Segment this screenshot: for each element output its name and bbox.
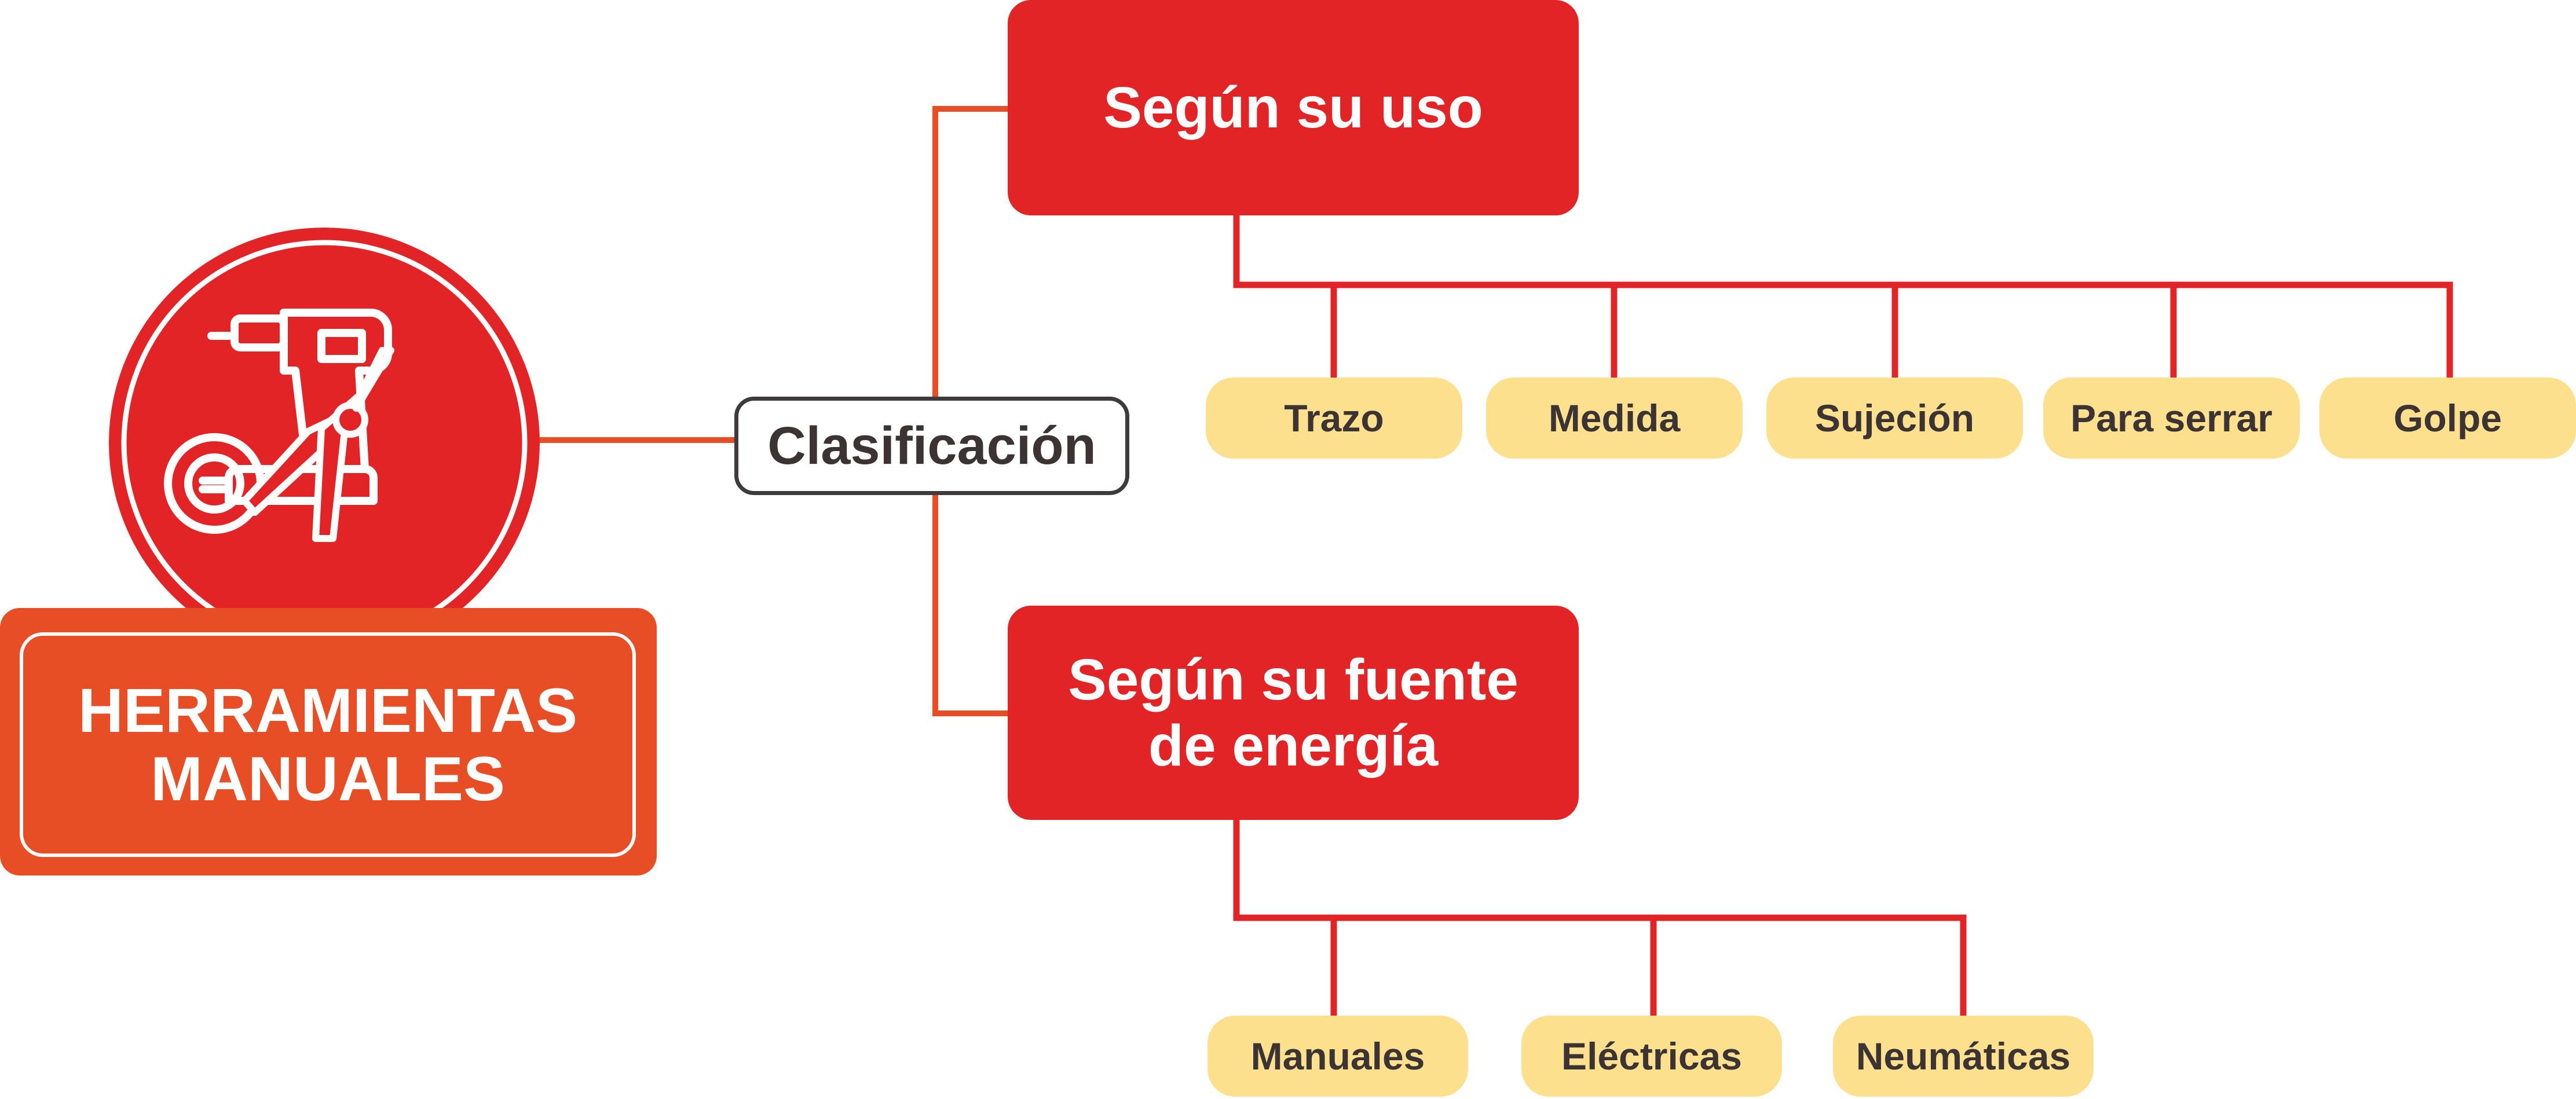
leaf-label: Eléctricas [1561, 1035, 1742, 1078]
title-line-1: HERRAMIENTAS [78, 675, 577, 745]
title-box [20, 632, 636, 857]
title-line-2: MANUALES [151, 743, 505, 814]
branch-node-energia [1008, 606, 1579, 820]
leaf-label: Manuales [1250, 1035, 1425, 1078]
central-label: Clasificación [767, 416, 1096, 475]
branch-label-line-1: Según su fuente [1068, 647, 1518, 712]
branch-label-line-2: de energía [1148, 713, 1439, 778]
leaf-trazo [1206, 378, 1462, 459]
tools-icon [107, 226, 541, 660]
leaf-label: Neumáticas [1856, 1035, 2071, 1078]
leaf-para-serrar [2043, 378, 2300, 459]
leaf-label: Para serrar [2070, 397, 2273, 439]
bus-branch-1 [1236, 215, 2450, 379]
leaf-label: Trazo [1284, 397, 1384, 439]
leaf-label: Medida [1548, 397, 1681, 439]
connector-central-branch-1 [935, 109, 1008, 400]
branch-node-uso [1008, 0, 1579, 215]
central-node [734, 397, 1129, 495]
leaf-sujecion [1766, 378, 2023, 459]
leaf-manuales [1208, 1016, 1468, 1097]
leaf-electricas [1521, 1016, 1782, 1097]
leaf-medida [1486, 378, 1743, 459]
bus-branch-2 [1236, 819, 1963, 1016]
leaf-neumaticas [1833, 1016, 2094, 1097]
leaf-label: Golpe [2393, 397, 2502, 439]
leaf-label: Sujeción [1814, 397, 1975, 439]
leaf-golpe [2319, 378, 2576, 459]
branch-label: Según su uso [1103, 75, 1483, 140]
connector-central-branch-2 [935, 495, 1008, 713]
